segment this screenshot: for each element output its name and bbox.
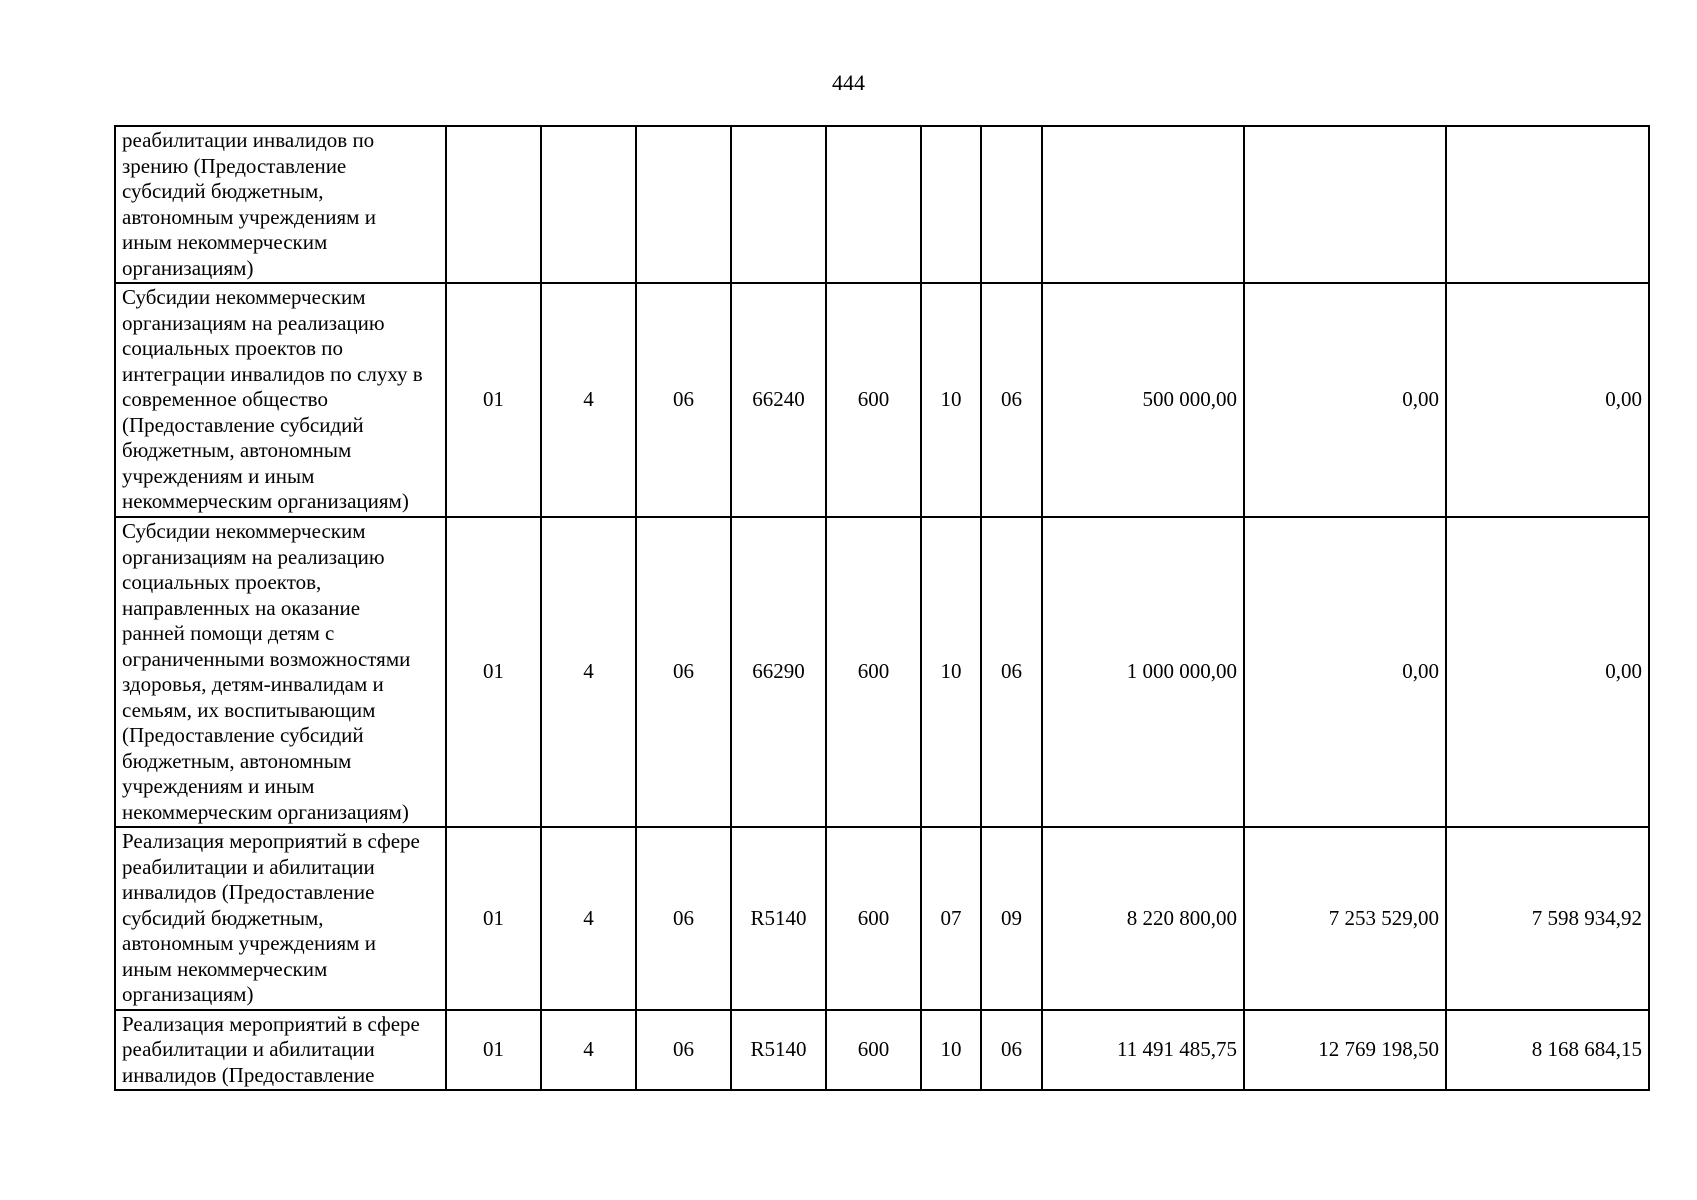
subsection-code: 06 xyxy=(981,283,1042,517)
table-row xyxy=(115,827,1649,1010)
table-row xyxy=(115,126,1649,283)
row-description: Субсидии некоммерческим организациям на реализацию социальных проектов по интеграции инвалидов по слуху в современное общество (Предоставление субсидий бюджетным, автономным учреждениям и иным некоммерческим организациям) xyxy=(115,283,446,517)
amount-year-3 xyxy=(1446,126,1649,283)
event-code: 06 xyxy=(636,1010,731,1091)
subprogram-code: 4 xyxy=(541,283,636,517)
amount-year-3: 8 168 684,15 xyxy=(1446,1010,1649,1091)
subprogram-code: 4 xyxy=(541,1010,636,1091)
amount-year-2 xyxy=(1244,126,1446,283)
event-code: 06 xyxy=(636,827,731,1010)
section-code: 10 xyxy=(921,283,981,517)
amount-year-1: 8 220 800,00 xyxy=(1042,827,1244,1010)
section-code xyxy=(921,126,981,283)
amount-year-3: 7 598 934,92 xyxy=(1446,827,1649,1010)
amount-year-1 xyxy=(1042,126,1244,283)
subprogram-code xyxy=(541,126,636,283)
program-code: 01 xyxy=(446,283,541,517)
direction-code: R5140 xyxy=(731,1010,826,1091)
section-code: 10 xyxy=(921,517,981,827)
amount-year-3: 0,00 xyxy=(1446,517,1649,827)
subsection-code: 09 xyxy=(981,827,1042,1010)
amount-year-1: 1 000 000,00 xyxy=(1042,517,1244,827)
program-code xyxy=(446,126,541,283)
row-description: Субсидии некоммерческим организациям на реализацию социальных проектов, направленных на оказание ранней помощи детям с ограниченными возможностями здоровья, детям-инвалидам и семьям, их воспитывающим (Предоставление субсидий бюджетным, автономным учреждениям и иным некоммерческим организациям) xyxy=(115,517,446,827)
row-description: Реализация мероприятий в сфере реабилитации и абилитации инвалидов (Предоставление субсидий бюджетным, автономным учреждениям и иным некоммерческим организациям) xyxy=(115,827,446,1010)
event-code xyxy=(636,126,731,283)
direction-code: 66290 xyxy=(731,517,826,827)
expense-type-code xyxy=(826,126,921,283)
program-code: 01 xyxy=(446,517,541,827)
budget-table xyxy=(114,125,1650,1091)
expense-type-code: 600 xyxy=(826,283,921,517)
amount-year-2: 12 769 198,50 xyxy=(1244,1010,1446,1091)
event-code: 06 xyxy=(636,517,731,827)
subsection-code xyxy=(981,126,1042,283)
amount-year-2: 0,00 xyxy=(1244,517,1446,827)
direction-code xyxy=(731,126,826,283)
expense-type-code: 600 xyxy=(826,517,921,827)
subprogram-code: 4 xyxy=(541,517,636,827)
direction-code: R5140 xyxy=(731,827,826,1010)
program-code: 01 xyxy=(446,827,541,1010)
subsection-code: 06 xyxy=(981,517,1042,827)
subprogram-code: 4 xyxy=(541,827,636,1010)
expense-type-code: 600 xyxy=(826,1010,921,1091)
program-code: 01 xyxy=(446,1010,541,1091)
amount-year-3: 0,00 xyxy=(1446,283,1649,517)
page-number: 444 xyxy=(832,70,865,95)
row-description: Реализация мероприятий в сфере реабилитации и абилитации инвалидов (Предоставление xyxy=(115,1010,446,1091)
section-code: 10 xyxy=(921,1010,981,1091)
subsection-code: 06 xyxy=(981,1010,1042,1091)
row-description: реабилитации инвалидов по зрению (Предоставление субсидий бюджетным, автономным учреждениям и иным некоммерческим организациям) xyxy=(115,126,446,283)
amount-year-1: 11 491 485,75 xyxy=(1042,1010,1244,1091)
section-code: 07 xyxy=(921,827,981,1010)
expense-type-code: 600 xyxy=(826,827,921,1010)
amount-year-2: 0,00 xyxy=(1244,283,1446,517)
event-code: 06 xyxy=(636,283,731,517)
table-row xyxy=(115,1010,1649,1091)
direction-code: 66240 xyxy=(731,283,826,517)
amount-year-2: 7 253 529,00 xyxy=(1244,827,1446,1010)
amount-year-1: 500 000,00 xyxy=(1042,283,1244,517)
table-row xyxy=(115,283,1649,517)
table-row xyxy=(115,517,1649,827)
